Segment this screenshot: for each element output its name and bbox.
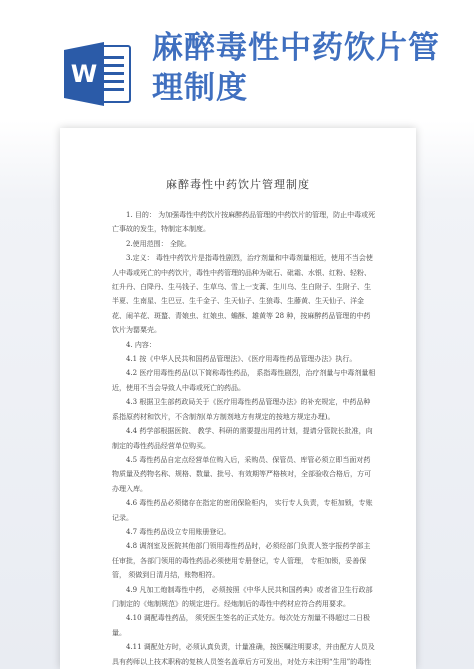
- word-document-icon: [62, 38, 134, 110]
- paragraph: 4.11 调配处方时，必须认真负责，计量准确，按医嘱注明要求，并由配方人员及具有药师以上技术职称的复核人员签名盖章后方可发出，对处方未注明“生用”的毒性: [112, 643, 375, 666]
- paragraph: 4.6 毒性药品必须储存在指定的密闭保险柜内， 实行专人负责，专柜加锁，专账记录。: [112, 499, 373, 522]
- paragraph: 4.1 按《中华人民共和国药品管理法》、《医疗用毒性药品管理办法》执行。: [126, 355, 357, 364]
- paragraph: 2.使用范围： 全院。: [126, 239, 191, 248]
- paragraph: 4.4 药学部根据医院、 教学、科研的需要提出用药计划，提请分管院长批准，向制定的毒性药品经营单位购买。: [112, 427, 373, 450]
- page-title: 麻醉毒性中药饮片管理制度: [152, 30, 440, 106]
- document-page: [60, 128, 416, 669]
- document-body: [112, 208, 376, 669]
- paragraph: 4.10 调配毒性药品， 须凭医生签名的正式处方。每次处方剂量不得超过二日极量。: [112, 614, 371, 637]
- svg-text:W: W: [70, 60, 98, 88]
- paragraph: 4.2 医疗用毒性药品(以下简称毒性药品， 系指毒性剧烈，治疗剂量与中毒剂量相近，使用不当会导致人中毒或死亡的药品。: [112, 369, 376, 392]
- paragraph: 4.5 毒性药品自定点经营单位购入后，采购员、保管员、库管必须立即当面对药物质量及药物名称、规格、数量、批号、有效期等严格核对，全部验收合格后，方可办理入库。: [112, 455, 371, 493]
- paragraph: 4. 内容：: [126, 340, 156, 349]
- paragraph: 4.3 根据卫生部药政局关于《医疗用毒性药品管理办法》的补充规定，中药品种系指原药材和饮片，不含制剂(单方制剂地方有规定的按地方规定办理)。: [112, 398, 371, 421]
- document-title: 麻醉毒性中药饮片管理制度: [166, 178, 310, 191]
- paragraph: 4.7 毒性药品设立专用账册登记。: [126, 527, 231, 536]
- paragraph: 4.8 调剂室及医院其他部门领用毒性药品时，必须经部门负责人签字报药学部主任审批，各部门领用的毒性药品必须使用专册登记，专人管理， 专柜加锁，妥善保管， 须做到日清月结，账物相符。: [112, 542, 371, 580]
- paragraph: 3.定义： 毒性中药饮片是指毒性剧烈，治疗剂量和中毒剂量相近，使用不当会使人中毒或死亡的中药饮片，毒性中药管理的品种为砒石、砒霜、水银、红粉、轻粉、红升丹、白降丹、生马钱子、生草乌、雪上一支蒿、生川乌、生白附子、生附子、生半夏、生南星、生巴豆、生千金子、生天仙子、生狼毒、生藤黄、生天仙子、洋金花、闹羊花、斑蝥、青娘虫、红娘虫、蟾酥、雄黄等 28 种，按麻醉药品管理的中药饮片为罂粟壳。: [112, 254, 373, 335]
- paragraph: 1. 目的： 为加强毒性中药饮片按麻醉药品管理的中药饮片的管理，防止中毒或死亡事故的发生，特制定本制度。: [112, 211, 376, 234]
- paragraph: 4.9 凡加工炮制毒性中药， 必须按照《中华人民共和国药典》或者省卫生行政部门制定的《炮制规范》的规定进行。经炮制后的毒性中药材应符合药用要求。: [112, 585, 373, 608]
